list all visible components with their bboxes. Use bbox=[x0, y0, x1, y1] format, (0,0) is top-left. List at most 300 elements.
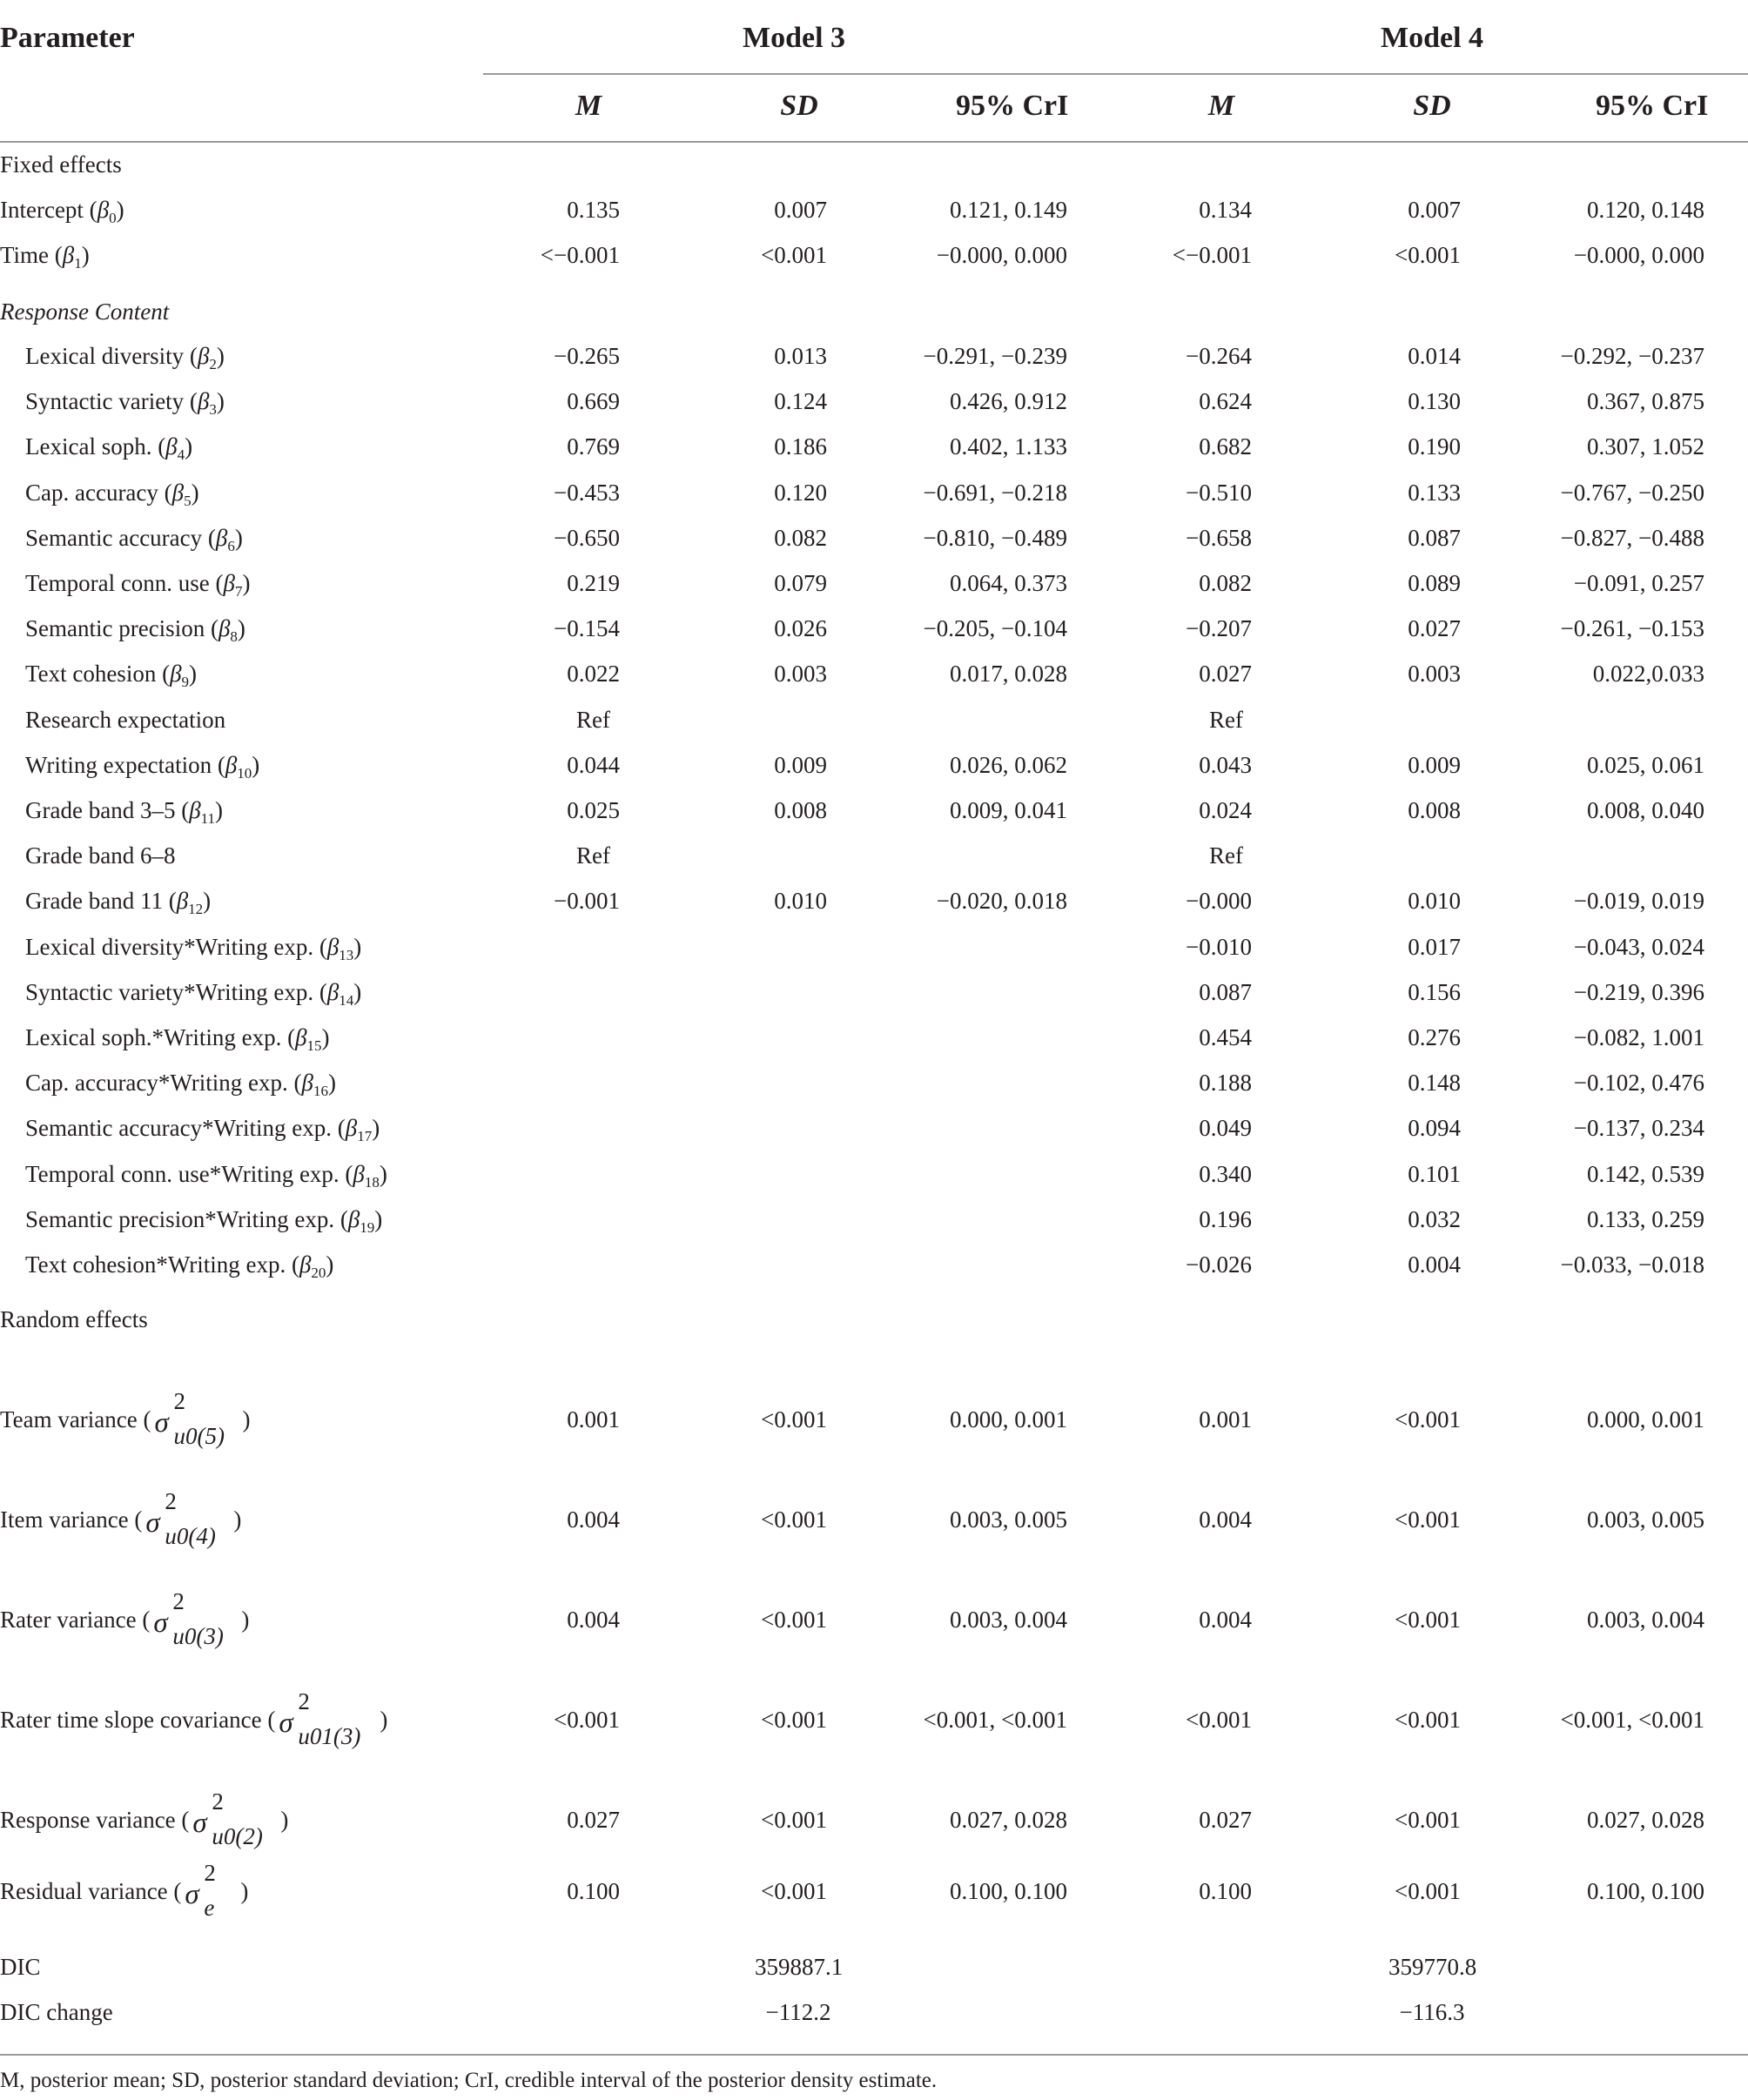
cell-4: 0.156 bbox=[1408, 978, 1461, 1005]
cell-3: 0.082 bbox=[1199, 570, 1252, 596]
cell-4: <0.001 bbox=[1395, 1878, 1461, 1904]
cell-0: <0.001 bbox=[554, 1707, 620, 1733]
beta-symbol: β bbox=[197, 388, 210, 415]
sigma-symbol bbox=[189, 1788, 280, 1849]
section-response_content: Response Content bbox=[0, 299, 170, 325]
cell-3: 0.188 bbox=[1199, 1070, 1252, 1097]
cell-5: 0.000, 0.001 bbox=[1587, 1406, 1704, 1432]
cell-1: 0.009 bbox=[774, 751, 827, 778]
random-row-label bbox=[0, 1387, 251, 1449]
cell-3: −0.026 bbox=[1186, 1251, 1252, 1278]
sigma-subscript: u0(3) bbox=[172, 1622, 224, 1649]
cell-0: 0.219 bbox=[567, 570, 620, 596]
cell-4: 0.007 bbox=[1408, 197, 1461, 223]
cell-0: 0.004 bbox=[567, 1607, 620, 1633]
row-label: Writing expectation ( bbox=[25, 751, 225, 778]
beta-symbol: β bbox=[326, 978, 340, 1005]
cell-0: 0.001 bbox=[567, 1406, 620, 1432]
cell-3: 0.624 bbox=[1199, 388, 1252, 415]
table-row-label bbox=[25, 570, 251, 600]
cell-2: −0.291, −0.239 bbox=[923, 343, 1067, 369]
row-label: Grade band 6–8 bbox=[25, 842, 176, 869]
cell-2: 0.426, 0.912 bbox=[950, 388, 1067, 415]
cell-0: 0.669 bbox=[567, 388, 620, 415]
row-label: Semantic precision ( bbox=[25, 615, 218, 642]
close-paren: ) bbox=[185, 433, 193, 460]
cell-3: 0.340 bbox=[1199, 1160, 1252, 1187]
cell-3: Ref bbox=[1209, 842, 1243, 869]
subheader-4: SD bbox=[1413, 90, 1451, 122]
beta-subscript: 18 bbox=[364, 1173, 380, 1191]
beta-symbol: β bbox=[197, 343, 210, 369]
beta-subscript: 19 bbox=[360, 1218, 375, 1236]
cell-1: 0.013 bbox=[774, 343, 827, 369]
table-footnote: M, posterior mean; SD, posterior standard deviation; CrI, credible interval of the posterior density estimate. bbox=[0, 2069, 938, 2092]
cell-2: 0.003, 0.004 bbox=[950, 1607, 1067, 1633]
beta-symbol: β bbox=[97, 197, 110, 223]
close-paren: ) bbox=[216, 343, 225, 369]
row-label: Time ( bbox=[0, 242, 63, 268]
beta-subscript: 5 bbox=[184, 492, 192, 509]
close-paren: ) bbox=[81, 242, 90, 268]
beta-subscript: 6 bbox=[227, 537, 235, 554]
row-label: Semantic accuracy*Writing exp. ( bbox=[25, 1115, 346, 1142]
cell-4: 0.094 bbox=[1408, 1115, 1461, 1142]
cell-4: 0.008 bbox=[1408, 797, 1461, 823]
cell-0: −0.154 bbox=[554, 615, 620, 642]
cell-2: −0.691, −0.218 bbox=[923, 479, 1067, 506]
cell-3: −0.207 bbox=[1186, 615, 1252, 642]
cell-5: 0.142, 0.539 bbox=[1587, 1160, 1704, 1187]
cell-5: −0.137, 0.234 bbox=[1573, 1115, 1704, 1142]
cell-1: 0.026 bbox=[774, 615, 827, 642]
cell-5: −0.261, −0.153 bbox=[1560, 615, 1704, 642]
row-label: Temporal conn. use*Writing exp. ( bbox=[25, 1160, 353, 1187]
cell-1: 0.003 bbox=[774, 661, 827, 688]
table-row-label bbox=[25, 797, 224, 827]
beta-subscript: 1 bbox=[74, 255, 82, 272]
random-row-label bbox=[0, 1687, 388, 1749]
close-paren: ) bbox=[280, 1807, 289, 1833]
cell-2: 0.121, 0.149 bbox=[950, 197, 1067, 223]
table-row-label bbox=[25, 751, 260, 782]
sigma-glyph: σ bbox=[185, 1878, 199, 1910]
beta-symbol: β bbox=[353, 1160, 365, 1187]
cell-2: <0.001, <0.001 bbox=[923, 1707, 1067, 1733]
cell-3: 0.027 bbox=[1199, 1807, 1252, 1833]
cell-5: −0.827, −0.488 bbox=[1560, 524, 1704, 551]
beta-subscript: 12 bbox=[188, 901, 204, 918]
cell-3: <0.001 bbox=[1186, 1707, 1252, 1733]
cell-3: 0.682 bbox=[1199, 433, 1252, 460]
table-row-label bbox=[25, 1160, 387, 1191]
beta-symbol: β bbox=[171, 479, 185, 506]
table-row-label bbox=[25, 1070, 336, 1100]
row-label: Grade band 3–5 ( bbox=[25, 797, 190, 823]
row-label: Text cohesion*Writing exp. ( bbox=[25, 1251, 299, 1278]
beta-subscript: 0 bbox=[109, 210, 117, 226]
close-paren: ) bbox=[216, 388, 225, 415]
cell-3: 0.196 bbox=[1199, 1205, 1252, 1232]
beta-symbol: β bbox=[62, 242, 75, 268]
row-label: Lexical soph.*Writing exp. ( bbox=[25, 1024, 296, 1050]
cell-2: 0.009, 0.041 bbox=[950, 797, 1067, 823]
cell-3: 0.001 bbox=[1199, 1406, 1252, 1432]
cell-5: 0.003, 0.005 bbox=[1587, 1506, 1704, 1533]
sigma-subscript: u01(3) bbox=[298, 1722, 361, 1749]
cell-5: −0.091, 0.257 bbox=[1573, 570, 1704, 596]
beta-subscript: 15 bbox=[306, 1037, 322, 1054]
cell-3: 0.454 bbox=[1199, 1024, 1252, 1050]
row-label: Grade band 11 ( bbox=[25, 888, 177, 915]
cell-1: 0.079 bbox=[774, 570, 827, 596]
sigma-glyph: σ bbox=[145, 1506, 160, 1539]
header-rule-bottom bbox=[0, 141, 1748, 143]
cell-4: <0.001 bbox=[1395, 1406, 1461, 1432]
cell-0: −0.265 bbox=[554, 343, 620, 369]
cell-2: 0.003, 0.005 bbox=[950, 1506, 1067, 1533]
cell-2: 0.000, 0.001 bbox=[950, 1406, 1067, 1432]
cell-4: <0.001 bbox=[1395, 1506, 1461, 1533]
cell-5: −0.102, 0.476 bbox=[1573, 1070, 1704, 1097]
cell-4: 0.276 bbox=[1408, 1024, 1461, 1050]
cell-4: 0.027 bbox=[1408, 615, 1461, 642]
close-paren: ) bbox=[234, 524, 243, 551]
cell-4: 0.009 bbox=[1408, 751, 1461, 778]
cell-4: 0.148 bbox=[1408, 1070, 1461, 1097]
beta-subscript: 13 bbox=[339, 946, 354, 963]
sigma-symbol bbox=[181, 1859, 240, 1921]
row-label: Cap. accuracy*Writing exp. ( bbox=[25, 1070, 302, 1097]
beta-subscript: 10 bbox=[237, 764, 252, 782]
row-label: Team variance ( bbox=[0, 1406, 151, 1432]
close-paren: ) bbox=[189, 661, 198, 688]
beta-subscript: 9 bbox=[181, 674, 190, 691]
summary-model3: 359887.1 bbox=[755, 1954, 844, 1980]
sigma-glyph: σ bbox=[154, 1406, 169, 1439]
row-label: Semantic accuracy ( bbox=[25, 524, 216, 551]
cell-4: 0.087 bbox=[1408, 524, 1461, 551]
subheader-5: 95% CrI bbox=[1596, 90, 1709, 122]
cell-3: 0.027 bbox=[1199, 661, 1252, 688]
cell-2: 0.100, 0.100 bbox=[950, 1878, 1067, 1904]
summary-model3: −112.2 bbox=[765, 1999, 831, 2025]
table-row-label bbox=[25, 1251, 334, 1281]
row-label: Rater variance ( bbox=[0, 1607, 151, 1633]
summary-row-label: DIC bbox=[0, 1954, 41, 1980]
cell-5: <0.001, <0.001 bbox=[1560, 1707, 1704, 1733]
sigma-glyph: σ bbox=[153, 1607, 168, 1639]
close-paren: ) bbox=[203, 888, 212, 915]
row-label: Rater time slope covariance ( bbox=[0, 1707, 276, 1733]
beta-symbol: β bbox=[225, 751, 238, 778]
cell-5: 0.022,0.033 bbox=[1592, 661, 1704, 688]
cell-1: 0.007 bbox=[774, 197, 827, 223]
row-label: Syntactic variety ( bbox=[25, 388, 198, 415]
beta-symbol: β bbox=[345, 1115, 358, 1142]
cell-4: 0.190 bbox=[1408, 433, 1461, 460]
table-row-label bbox=[25, 1024, 330, 1054]
row-label: Lexical soph. ( bbox=[25, 433, 166, 460]
subheader-0: M bbox=[575, 90, 602, 122]
cell-5: −0.043, 0.024 bbox=[1573, 933, 1704, 960]
beta-subscript: 16 bbox=[313, 1083, 328, 1100]
header-rule-top bbox=[483, 73, 1748, 75]
section-fixed: Fixed effects bbox=[0, 151, 122, 178]
cell-1: <0.001 bbox=[761, 1607, 827, 1633]
cell-1: 0.008 bbox=[774, 797, 827, 823]
cell-0: −0.650 bbox=[554, 524, 620, 551]
beta-subscript: 3 bbox=[209, 401, 217, 419]
cell-3: 0.043 bbox=[1199, 751, 1252, 778]
table-row-label bbox=[25, 708, 225, 732]
sigma-superscript: 2 bbox=[298, 1687, 310, 1714]
cell-0: 0.025 bbox=[567, 797, 620, 823]
sigma-symbol bbox=[151, 1387, 243, 1449]
cell-5: 0.307, 1.052 bbox=[1587, 433, 1704, 460]
cell-0: 0.100 bbox=[567, 1878, 620, 1904]
cell-1: <0.001 bbox=[761, 1707, 827, 1733]
cell-5: 0.367, 0.875 bbox=[1587, 388, 1704, 415]
table-row-label bbox=[25, 479, 199, 509]
cell-5: −0.219, 0.396 bbox=[1573, 978, 1704, 1005]
cell-1: 0.124 bbox=[774, 388, 827, 415]
cell-2: −0.205, −0.104 bbox=[923, 615, 1067, 642]
row-label: Research expectation bbox=[25, 706, 226, 733]
sigma-symbol bbox=[275, 1687, 380, 1749]
cell-1: 0.082 bbox=[774, 524, 827, 551]
row-label: Lexical diversity ( bbox=[25, 343, 198, 369]
cell-5: 0.003, 0.004 bbox=[1587, 1607, 1704, 1633]
cell-1: 0.120 bbox=[774, 479, 827, 506]
cell-4: <0.001 bbox=[1395, 1707, 1461, 1733]
cell-0: 0.004 bbox=[567, 1506, 620, 1533]
close-paren: ) bbox=[237, 615, 245, 642]
cell-1: <0.001 bbox=[761, 1406, 827, 1432]
sigma-glyph: σ bbox=[279, 1707, 293, 1739]
cell-4: 0.089 bbox=[1408, 570, 1461, 596]
row-label: Cap. accuracy ( bbox=[25, 479, 172, 506]
row-label: Semantic precision*Writing exp. ( bbox=[25, 1205, 348, 1232]
close-paren: ) bbox=[380, 1707, 388, 1733]
cell-3: Ref bbox=[1209, 706, 1243, 733]
close-paren: ) bbox=[252, 751, 260, 778]
cell-4: 0.010 bbox=[1408, 888, 1461, 915]
random-row-label bbox=[0, 1788, 289, 1849]
sigma-symbol bbox=[150, 1587, 241, 1649]
cell-5: 0.008, 0.040 bbox=[1587, 797, 1704, 823]
beta-subscript: 4 bbox=[177, 446, 185, 464]
close-paren: ) bbox=[242, 1406, 251, 1432]
cell-3: −0.000 bbox=[1186, 888, 1252, 915]
cell-0: <−0.001 bbox=[540, 242, 620, 268]
cell-4: 0.017 bbox=[1408, 933, 1461, 960]
cell-5: 0.133, 0.259 bbox=[1587, 1205, 1704, 1232]
sigma-subscript: u0(4) bbox=[165, 1522, 216, 1549]
beta-symbol: β bbox=[299, 1251, 312, 1278]
cell-3: −0.510 bbox=[1186, 479, 1252, 506]
cell-4: 0.014 bbox=[1408, 343, 1461, 369]
row-label: Syntactic variety*Writing exp. ( bbox=[25, 978, 327, 1005]
table-row-label bbox=[25, 343, 225, 372]
cell-3: 0.024 bbox=[1199, 797, 1252, 823]
beta-symbol: β bbox=[295, 1024, 307, 1050]
row-label: Item variance ( bbox=[0, 1506, 143, 1533]
section-random: Random effects bbox=[0, 1306, 148, 1332]
close-paren: ) bbox=[241, 1607, 250, 1633]
cell-3: 0.134 bbox=[1199, 197, 1252, 223]
close-paren: ) bbox=[372, 1115, 380, 1142]
cell-0: Ref bbox=[576, 842, 610, 869]
cell-1: <0.001 bbox=[761, 1807, 827, 1833]
cell-4: <0.001 bbox=[1395, 1607, 1461, 1633]
sigma-superscript: 2 bbox=[172, 1587, 185, 1614]
table-row-label bbox=[25, 888, 212, 918]
row-label: Intercept ( bbox=[0, 197, 97, 223]
table-row-label bbox=[0, 197, 124, 226]
cell-5: −0.767, −0.250 bbox=[1560, 479, 1704, 506]
cell-0: −0.001 bbox=[554, 888, 620, 915]
table-row-label bbox=[25, 615, 245, 646]
row-label: Temporal conn. use ( bbox=[25, 570, 224, 596]
close-paren: ) bbox=[326, 1251, 334, 1278]
beta-symbol: β bbox=[189, 797, 201, 823]
beta-symbol: β bbox=[170, 661, 182, 688]
summary-row-label: DIC change bbox=[0, 1999, 113, 2025]
cell-4: 0.133 bbox=[1408, 479, 1461, 506]
sigma-glyph: σ bbox=[192, 1807, 207, 1839]
cell-2: 0.026, 0.062 bbox=[950, 751, 1067, 778]
cell-2: 0.402, 1.133 bbox=[950, 433, 1067, 460]
beta-subscript: 14 bbox=[339, 991, 354, 1009]
table-row-label bbox=[25, 933, 362, 963]
table-row-label bbox=[25, 524, 243, 554]
cell-0: −0.453 bbox=[554, 479, 620, 506]
beta-symbol: β bbox=[223, 570, 235, 596]
cell-1: <0.001 bbox=[761, 1878, 827, 1904]
beta-subscript: 2 bbox=[209, 356, 217, 372]
table-row-label bbox=[0, 242, 90, 272]
cell-1: 0.010 bbox=[774, 888, 827, 915]
cell-1: 0.186 bbox=[774, 433, 827, 460]
cell-0: 0.044 bbox=[567, 751, 620, 778]
beta-symbol: β bbox=[165, 433, 178, 460]
model4-header: Model 4 bbox=[1381, 22, 1484, 54]
beta-symbol: β bbox=[347, 1205, 360, 1232]
cell-1: <0.001 bbox=[761, 242, 827, 268]
row-label: Residual variance ( bbox=[0, 1878, 182, 1904]
cell-2: 0.027, 0.028 bbox=[950, 1807, 1067, 1833]
close-paren: ) bbox=[242, 570, 251, 596]
table-row-label bbox=[25, 978, 362, 1009]
sigma-symbol bbox=[142, 1487, 233, 1549]
cell-4: 0.101 bbox=[1408, 1160, 1461, 1187]
close-paren: ) bbox=[321, 1024, 330, 1050]
cell-2: −0.000, 0.000 bbox=[936, 242, 1067, 268]
close-paren: ) bbox=[215, 797, 224, 823]
beta-symbol: β bbox=[215, 524, 228, 551]
cell-5: 0.025, 0.061 bbox=[1587, 751, 1704, 778]
random-row-label bbox=[0, 1487, 242, 1549]
random-row-label bbox=[0, 1587, 250, 1649]
sigma-subscript: e bbox=[204, 1894, 215, 1921]
cell-5: −0.000, 0.000 bbox=[1573, 242, 1704, 268]
row-label: Response variance ( bbox=[0, 1807, 190, 1833]
beta-subscript: 8 bbox=[230, 628, 238, 646]
subheader-3: M bbox=[1207, 90, 1235, 122]
cell-0: 0.027 bbox=[567, 1807, 620, 1833]
close-paren: ) bbox=[116, 197, 124, 223]
cell-1: <0.001 bbox=[761, 1506, 827, 1533]
cell-3: −0.010 bbox=[1186, 933, 1252, 960]
subheader-2: 95% CrI bbox=[956, 90, 1069, 122]
cell-2: −0.020, 0.018 bbox=[936, 888, 1067, 915]
cell-2: −0.810, −0.489 bbox=[923, 524, 1067, 551]
cell-5: 0.100, 0.100 bbox=[1587, 1878, 1704, 1904]
cell-4: 0.032 bbox=[1408, 1205, 1461, 1232]
parameter-header: Parameter bbox=[0, 22, 135, 54]
row-label: Lexical diversity*Writing exp. ( bbox=[25, 933, 327, 960]
table-row-label bbox=[25, 433, 193, 464]
beta-subscript: 17 bbox=[357, 1128, 373, 1145]
cell-3: 0.049 bbox=[1199, 1115, 1252, 1142]
cell-5: 0.120, 0.148 bbox=[1587, 197, 1704, 223]
close-paren: ) bbox=[191, 479, 199, 506]
cell-2: 0.064, 0.373 bbox=[950, 570, 1067, 596]
beta-subscript: 11 bbox=[200, 810, 216, 827]
beta-symbol: β bbox=[326, 933, 340, 960]
cell-5: 0.027, 0.028 bbox=[1587, 1807, 1704, 1833]
close-paren: ) bbox=[353, 933, 362, 960]
close-paren: ) bbox=[240, 1878, 249, 1904]
cell-5: −0.019, 0.019 bbox=[1573, 888, 1704, 915]
close-paren: ) bbox=[327, 1070, 336, 1097]
sigma-subscript: u0(2) bbox=[212, 1822, 263, 1849]
close-paren: ) bbox=[233, 1506, 242, 1533]
beta-subscript: 20 bbox=[311, 1265, 326, 1281]
sigma-superscript: 2 bbox=[204, 1859, 216, 1886]
table-row-label bbox=[25, 1115, 380, 1145]
table-bottom-rule bbox=[0, 2054, 1748, 2056]
cell-3: 0.004 bbox=[1199, 1607, 1252, 1633]
cell-4: <0.001 bbox=[1395, 242, 1461, 268]
cell-0: 0.022 bbox=[567, 661, 620, 688]
random-row-label bbox=[0, 1859, 249, 1921]
close-paren: ) bbox=[353, 978, 362, 1005]
beta-symbol: β bbox=[176, 888, 189, 915]
cell-4: 0.130 bbox=[1408, 388, 1461, 415]
sigma-superscript: 2 bbox=[173, 1387, 185, 1414]
beta-symbol: β bbox=[301, 1070, 313, 1097]
cell-3: <−0.001 bbox=[1172, 242, 1252, 268]
cell-3: 0.004 bbox=[1199, 1506, 1252, 1533]
cell-3: −0.658 bbox=[1186, 524, 1252, 551]
cell-4: <0.001 bbox=[1395, 1807, 1461, 1833]
cell-3: −0.264 bbox=[1186, 343, 1252, 369]
cell-5: −0.033, −0.018 bbox=[1560, 1251, 1704, 1278]
sigma-superscript: 2 bbox=[212, 1788, 224, 1815]
beta-symbol: β bbox=[218, 615, 231, 642]
cell-5: −0.082, 1.001 bbox=[1573, 1024, 1704, 1050]
model3-header: Model 3 bbox=[743, 22, 846, 54]
table-row-label bbox=[25, 661, 198, 691]
row-label: Text cohesion ( bbox=[25, 661, 171, 688]
cell-3: 0.100 bbox=[1199, 1878, 1252, 1904]
close-paren: ) bbox=[374, 1205, 383, 1232]
sigma-subscript: u0(5) bbox=[173, 1422, 225, 1449]
table-row-label bbox=[25, 1205, 383, 1236]
sigma-superscript: 2 bbox=[165, 1487, 177, 1514]
